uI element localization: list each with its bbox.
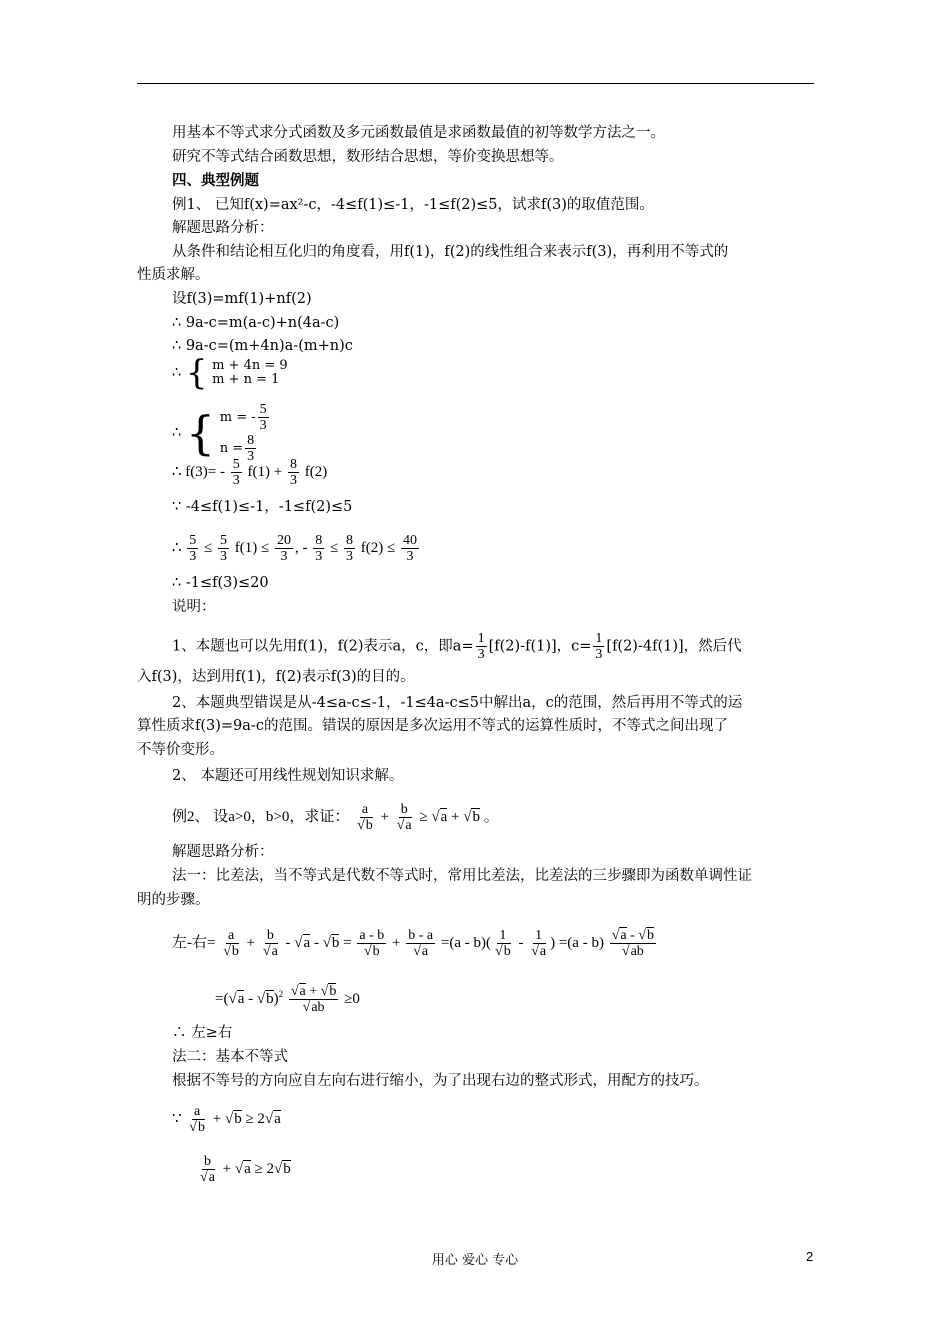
ineq-2: $\frac{b}{√a}$ + √a ≥ 2√b	[200, 1154, 291, 1185]
page-number: 2	[806, 1249, 814, 1264]
example1-analysis-p2: 性质求解。	[137, 267, 210, 283]
result: ∴ -1≤f(3)≤20	[172, 575, 269, 591]
step-3: ∴ 9a-c=(m+4n)a-(m+n)c	[172, 338, 353, 354]
footer-motto: 用心 爱心 专心	[431, 1253, 519, 1268]
example1-analysis-title: 解题思路分析：	[172, 220, 274, 236]
system-1-eq-b: m + n = 1	[212, 372, 280, 387]
step-1: 设f(3)=mf(1)+nf(2)	[172, 291, 312, 307]
scaled-ranges: ∴ $\frac{5}{3}$ ≤ $\frac{5}{3}$ f(1) ≤ $\frac{20}{3}$ , - $\frac{8}{3}$ ≤ $\frac{8}{3}$ f(2) ≤ $\frac{40}{3}$	[172, 533, 417, 564]
method-2-title: 法二：基本不等式	[172, 1049, 288, 1065]
step-2: ∴ 9a-c=m(a-c)+n(4a-c)	[172, 315, 340, 331]
system-1: ∴ { m + 4n = 9 m + n = 1	[172, 353, 288, 393]
method-2-desc: 根据不等号的方向应自左向右进行缩小，为了出现右边的整式形式，用配方的技巧。	[172, 1073, 709, 1089]
given-ranges: ∵ -4≤f(1)≤-1，-1≤f(2)≤5	[172, 499, 353, 515]
note-3: 2、 本题还可用线性规划知识求解。	[172, 768, 404, 784]
difference-line-1: 左-右= $\frac{a}{√b}$ + $\frac{b}{√a}$ - √a - √b = $\frac{a - b}{√b}$ + $\frac{b - a}{√a}$ =(a - b)( $\frac{1}{√b}$ - $\frac{1}{√a}$ ) =(a - b) $\frac{√a - √b}{√ab}$	[172, 928, 654, 959]
intro-line-2: 研究不等式结合函数思想，数形结合思想，等价变换思想等。	[172, 149, 564, 165]
intro-line-1: 用基本不等式求分式函数及多元函数最值是求函数最值的初等数学方法之一。	[172, 125, 665, 141]
note-2-a: 2、本题典型错误是从-4≤a-c≤-1，-1≤4a-c≤5中解出a，c的范围，然后再用不等式的运	[172, 695, 743, 711]
method-1-p2: 明的步骤。	[137, 892, 210, 908]
method-1-p1: 法一：比差法，当不等式是代数不等式时，常用比差法，比差法的三步骤即为函数单调性证	[172, 868, 752, 884]
ineq-1: ∵ $\frac{a}{√b}$ + √b ≥ 2√a	[172, 1104, 281, 1135]
example1-analysis-p1: 从条件和结论相互化归的角度看，用f(1)，f(2)的线性组合来表示f(3)，再利用不等式的	[172, 244, 729, 260]
system-2: ∴ { m = - $\frac{5}{3}$ n = $\frac{8}{3}$	[172, 402, 267, 464]
section-heading: 四、典型例题	[172, 172, 259, 189]
note-2-b: 算性质求f(3)=9a-c的范围。错误的原因是多次运用不等式的运算性质时，不等式之间出现了	[137, 718, 728, 734]
note-title: 说明：	[172, 599, 216, 615]
header-rule	[137, 83, 814, 84]
example2-statement: 例2、 设a>0，b>0，求证： $\frac{a}{√b}$ + $\frac{b}{√a}$ ≥ √a + √b 。	[172, 802, 499, 833]
example2-analysis-title: 解题思路分析：	[172, 844, 274, 860]
difference-line-2: =(√a - √b)$^2$ $\frac{√a + √b}{√ab}$ ≥0	[215, 984, 360, 1016]
example1-statement: 例1、 已知f(x)=ax²-c，-4≤f(1)≤-1，-1≤f(2)≤5，试求f(3)的取值范围。	[172, 197, 654, 213]
note-2-c: 不等价变形。	[137, 742, 224, 758]
note-1-cont: 入f(3)，达到用f(1)，f(2)表示f(3)的目的。	[137, 669, 415, 685]
f3-expression: ∴ f(3)= - $\frac{5}{3}$ f(1) + $\frac{8}{3}$ f(2)	[172, 457, 328, 488]
note-1: 1、本题也可以先用f(1)，f(2)表示a，c，即a= $\frac{1}{3}$ [f(2)-f(1)]，c= $\frac{1}{3}$ [f(2)-4f(1)]，然后代	[172, 631, 742, 662]
conclusion: ∴ 左≥右	[172, 1025, 233, 1041]
system-1-eq-a: m + 4n = 9	[212, 358, 288, 373]
